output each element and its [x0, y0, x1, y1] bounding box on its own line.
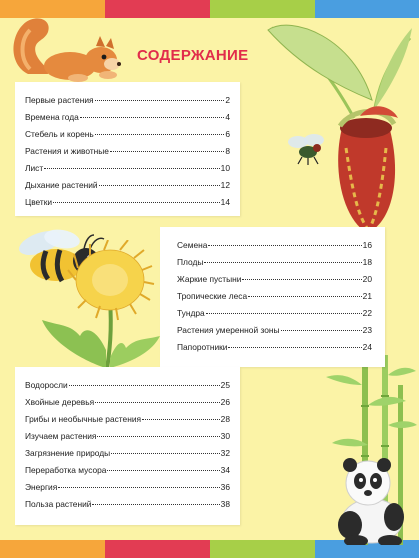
- bottom-stripe-red: [105, 540, 210, 558]
- toc-entry-leader: [107, 464, 219, 471]
- pitcher-plant-illustration: [262, 18, 412, 248]
- toc-entry-label: Растения умеренной зоны: [177, 325, 280, 335]
- toc-entry-leader: [228, 341, 361, 348]
- toc-entry[interactable]: [177, 308, 372, 318]
- toc-entry-label: Плоды: [177, 257, 204, 267]
- toc-entry-leader: [53, 196, 220, 203]
- toc-entry[interactable]: [25, 448, 230, 458]
- toc-entry-label: Цветки: [25, 197, 53, 207]
- toc-section-2: [160, 227, 385, 367]
- page-title: СОДЕРЖАНИЕ: [137, 47, 249, 64]
- fly-illustration: [286, 132, 330, 168]
- toc-entry-page: 34: [220, 465, 230, 475]
- toc-entry[interactable]: [177, 240, 372, 250]
- toc-section-1: [15, 82, 240, 216]
- toc-entry-label: Тундра: [177, 308, 205, 318]
- toc-entry-label: Стебель и корень: [25, 129, 94, 139]
- toc-entry[interactable]: [25, 197, 230, 207]
- toc-entry-page: 18: [362, 257, 372, 267]
- toc-entry[interactable]: [25, 146, 230, 156]
- toc-entry-page: 8: [225, 146, 230, 156]
- toc-entry-label: Жаркие пустыни: [177, 274, 242, 284]
- toc-entry[interactable]: [25, 380, 230, 390]
- toc-entry-leader: [69, 379, 220, 386]
- toc-entry-leader: [80, 111, 225, 118]
- toc-entry-label: Переработка мусора: [25, 465, 107, 475]
- toc-entry-leader: [110, 145, 224, 152]
- toc-entry-label: Первые растения: [25, 95, 94, 105]
- toc-entry-label: Изучаем растения: [25, 431, 97, 441]
- toc-entry[interactable]: [25, 397, 230, 407]
- toc-entry-page: 4: [225, 112, 230, 122]
- toc-entry-label: Дыхание растений: [25, 180, 98, 190]
- toc-entry-page: 36: [220, 482, 230, 492]
- toc-entry[interactable]: [177, 291, 372, 301]
- toc-entry-leader: [111, 447, 219, 454]
- toc-entry-leader: [142, 413, 220, 420]
- toc-entry[interactable]: [177, 325, 372, 335]
- toc-entry-label: Грибы и необычные растения: [25, 414, 142, 424]
- toc-entry-page: 32: [220, 448, 230, 458]
- toc-entry-page: 21: [362, 291, 372, 301]
- top-stripe-blue: [315, 0, 419, 18]
- toc-entry-label: Папоротники: [177, 342, 228, 352]
- toc-entry-leader: [204, 256, 361, 263]
- toc-section-3: [15, 367, 240, 525]
- toc-entry-label: Водоросли: [25, 380, 68, 390]
- toc-entry-leader: [99, 179, 220, 186]
- toc-entry[interactable]: [25, 499, 230, 509]
- toc-entry-leader: [92, 498, 219, 505]
- toc-entry[interactable]: [25, 180, 230, 190]
- toc-entry-page: 20: [362, 274, 372, 284]
- toc-entry-label: Загрязнение природы: [25, 448, 111, 458]
- toc-entry-label: Польза растений: [25, 499, 92, 509]
- toc-entry-leader: [242, 273, 361, 280]
- toc-entry-page: 16: [362, 240, 372, 250]
- toc-entry-leader: [95, 128, 225, 135]
- toc-entry-leader: [95, 396, 220, 403]
- toc-entry-leader: [44, 162, 219, 169]
- toc-entry[interactable]: [25, 465, 230, 475]
- toc-entry-page: 10: [220, 163, 230, 173]
- toc-entry-label: Семена: [177, 240, 208, 250]
- toc-entry-label: Хвойные деревья: [25, 397, 95, 407]
- toc-entry[interactable]: [25, 129, 230, 139]
- toc-entry[interactable]: [25, 163, 230, 173]
- bottom-stripe-green: [210, 540, 315, 558]
- toc-entry[interactable]: [25, 414, 230, 424]
- toc-entry-leader: [248, 290, 362, 297]
- toc-entry[interactable]: [25, 112, 230, 122]
- toc-entry[interactable]: [25, 95, 230, 105]
- toc-entry-leader: [208, 239, 361, 246]
- toc-entry-page: 24: [362, 342, 372, 352]
- toc-entry[interactable]: [177, 274, 372, 284]
- top-stripe-green: [210, 0, 315, 18]
- toc-entry-page: 14: [220, 197, 230, 207]
- dandelion-illustration: [40, 240, 170, 380]
- toc-entry-leader: [95, 94, 225, 101]
- toc-entry-label: Времена года: [25, 112, 79, 122]
- toc-entry[interactable]: [177, 257, 372, 267]
- squirrel-illustration: [8, 14, 133, 84]
- toc-entry[interactable]: [25, 431, 230, 441]
- toc-entry-leader: [206, 307, 362, 314]
- toc-entry-page: 28: [220, 414, 230, 424]
- toc-entry-leader: [281, 324, 362, 331]
- toc-entry-page: 6: [225, 129, 230, 139]
- toc-entry-page: 30: [220, 431, 230, 441]
- toc-entry[interactable]: [177, 342, 372, 352]
- bottom-stripe-orange: [0, 540, 105, 558]
- toc-entry-page: 38: [220, 499, 230, 509]
- toc-entry-label: Растения и животные: [25, 146, 109, 156]
- toc-entry-page: 12: [220, 180, 230, 190]
- toc-entry-leader: [58, 481, 219, 488]
- toc-entry-label: Тропические леса: [177, 291, 248, 301]
- toc-entry-page: 25: [220, 380, 230, 390]
- toc-entry-leader: [97, 430, 219, 437]
- toc-entry-label: Лист: [25, 163, 44, 173]
- toc-entry-page: 26: [220, 397, 230, 407]
- toc-entry-page: 2: [225, 95, 230, 105]
- toc-entry-label: Энергия: [25, 482, 58, 492]
- toc-entry-page: 22: [362, 308, 372, 318]
- toc-entry-page: 23: [362, 325, 372, 335]
- toc-entry[interactable]: [25, 482, 230, 492]
- panda-illustration: [330, 455, 415, 545]
